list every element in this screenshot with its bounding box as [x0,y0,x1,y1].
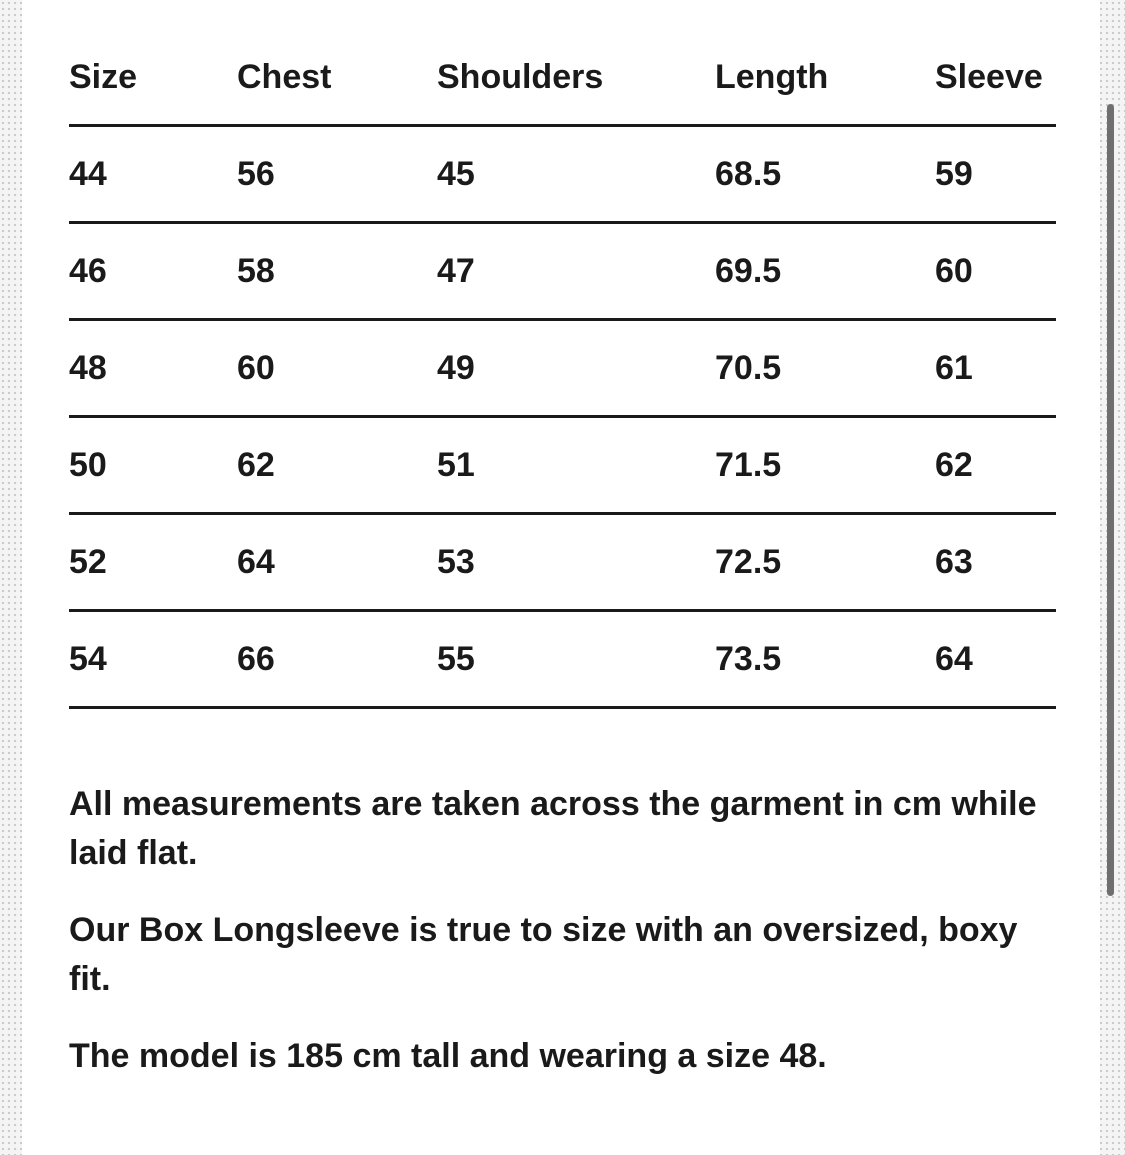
measurement-note: All measurements are taken across the garment in cm while laid flat. [69,785,1037,872]
length-cell: 72.5 [715,514,935,611]
chest-cell: 66 [237,611,437,708]
sleeve-cell: 59 [935,126,1056,223]
column-header-length: Length [715,30,935,126]
length-cell: 69.5 [715,223,935,320]
length-cell: 68.5 [715,126,935,223]
size-cell: 50 [69,417,237,514]
fit-note: Our Box Longsleeve is true to size with an oversized, boxy fit. [69,911,1018,998]
model-note: The model is 185 cm tall and wearing a size 48. [69,1037,827,1075]
size-cell: 46 [69,223,237,320]
column-header-size: Size [69,30,237,126]
chest-cell: 58 [237,223,437,320]
length-cell: 71.5 [715,417,935,514]
chest-cell: 62 [237,417,437,514]
chest-cell: 56 [237,126,437,223]
table-header-row [69,30,1056,126]
table-row [69,320,1056,417]
size-cell: 52 [69,514,237,611]
size-cell: 54 [69,611,237,708]
table-row [69,417,1056,514]
size-cell: 48 [69,320,237,417]
column-header-shoulders: Shoulders [437,30,715,126]
scrollbar-thumb[interactable] [1107,104,1114,896]
sleeve-cell: 64 [935,611,1056,708]
size-cell: 44 [69,126,237,223]
sleeve-cell: 61 [935,320,1056,417]
column-header-chest: Chest [237,30,437,126]
shoulders-cell: 45 [437,126,715,223]
sleeve-cell: 60 [935,223,1056,320]
sleeve-cell: 63 [935,514,1056,611]
table-row [69,126,1056,223]
column-header-sleeve: Sleeve [935,30,1056,126]
table-row [69,514,1056,611]
chest-cell: 60 [237,320,437,417]
length-cell: 73.5 [715,611,935,708]
table-row [69,223,1056,320]
shoulders-cell: 49 [437,320,715,417]
shoulders-cell: 53 [437,514,715,611]
shoulders-cell: 47 [437,223,715,320]
size-chart-table [69,30,1056,709]
sleeve-cell: 62 [935,417,1056,514]
shoulders-cell: 51 [437,417,715,514]
table-row [69,611,1056,708]
size-notes [69,780,1039,1109]
length-cell: 70.5 [715,320,935,417]
chest-cell: 64 [237,514,437,611]
shoulders-cell: 55 [437,611,715,708]
